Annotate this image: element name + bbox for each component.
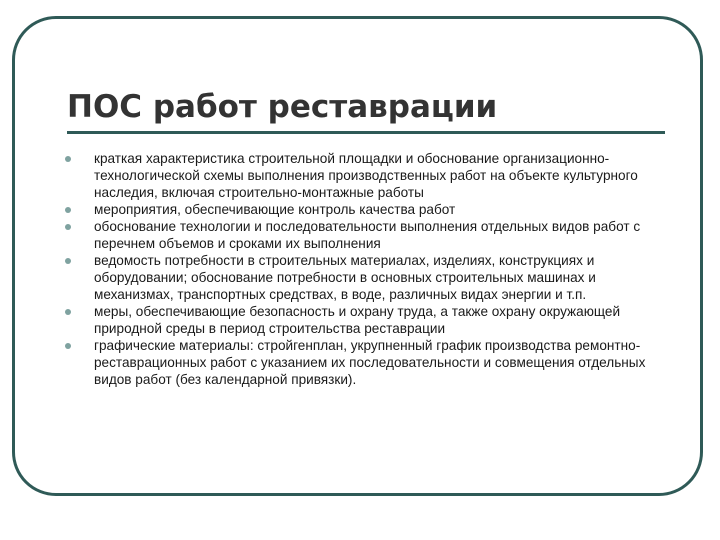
bullet-dot-icon — [65, 156, 71, 162]
bullet-text: мероприятия, обеспечивающие контроль качества работ — [94, 202, 456, 217]
bullet-text: ведомость потребности в строительных материалах, изделиях, конструкциях и оборудовании; обоснование потребности в основных строительных машинах и механизмах, транспортных средствах, в воде, различных видах энергии и т.п. — [94, 253, 596, 302]
bullet-item — [60, 337, 660, 388]
bullet-dot-icon — [65, 343, 71, 349]
bullet-text: графические материалы: стройгенплан, укрупненный график производства ремонтно-реставрационных работ с указанием их последовательности и совмещения отдельных видов работ (без календарной привязки). — [94, 338, 646, 387]
title-underline — [67, 131, 665, 134]
bullet-dot-icon — [65, 224, 71, 230]
bullet-item — [60, 218, 660, 252]
bullet-item — [60, 303, 660, 337]
bullet-item — [60, 252, 660, 303]
bullet-item — [60, 201, 660, 218]
bullet-dot-icon — [65, 309, 71, 315]
bullet-list — [60, 150, 660, 388]
bullet-dot-icon — [65, 258, 71, 264]
bullet-dot-icon — [65, 207, 71, 213]
bullet-text: обоснование технологии и последовательности выполнения отдельных видов работ с перечнем объемов и сроками их выполнения — [94, 219, 641, 251]
bullet-text: меры, обеспечивающие безопасность и охрану труда, а также охрану окружающей природной среды в период строительства реставрации — [94, 304, 621, 336]
bullet-item — [60, 150, 660, 201]
slide-title: ПОС работ реставрации — [67, 89, 498, 125]
bullet-text: краткая характеристика строительной площадки и обоснование организационно-технологической схемы выполнения производственных работ на объекте культурного наследия, включая строительно-монтажные работы — [94, 151, 638, 200]
